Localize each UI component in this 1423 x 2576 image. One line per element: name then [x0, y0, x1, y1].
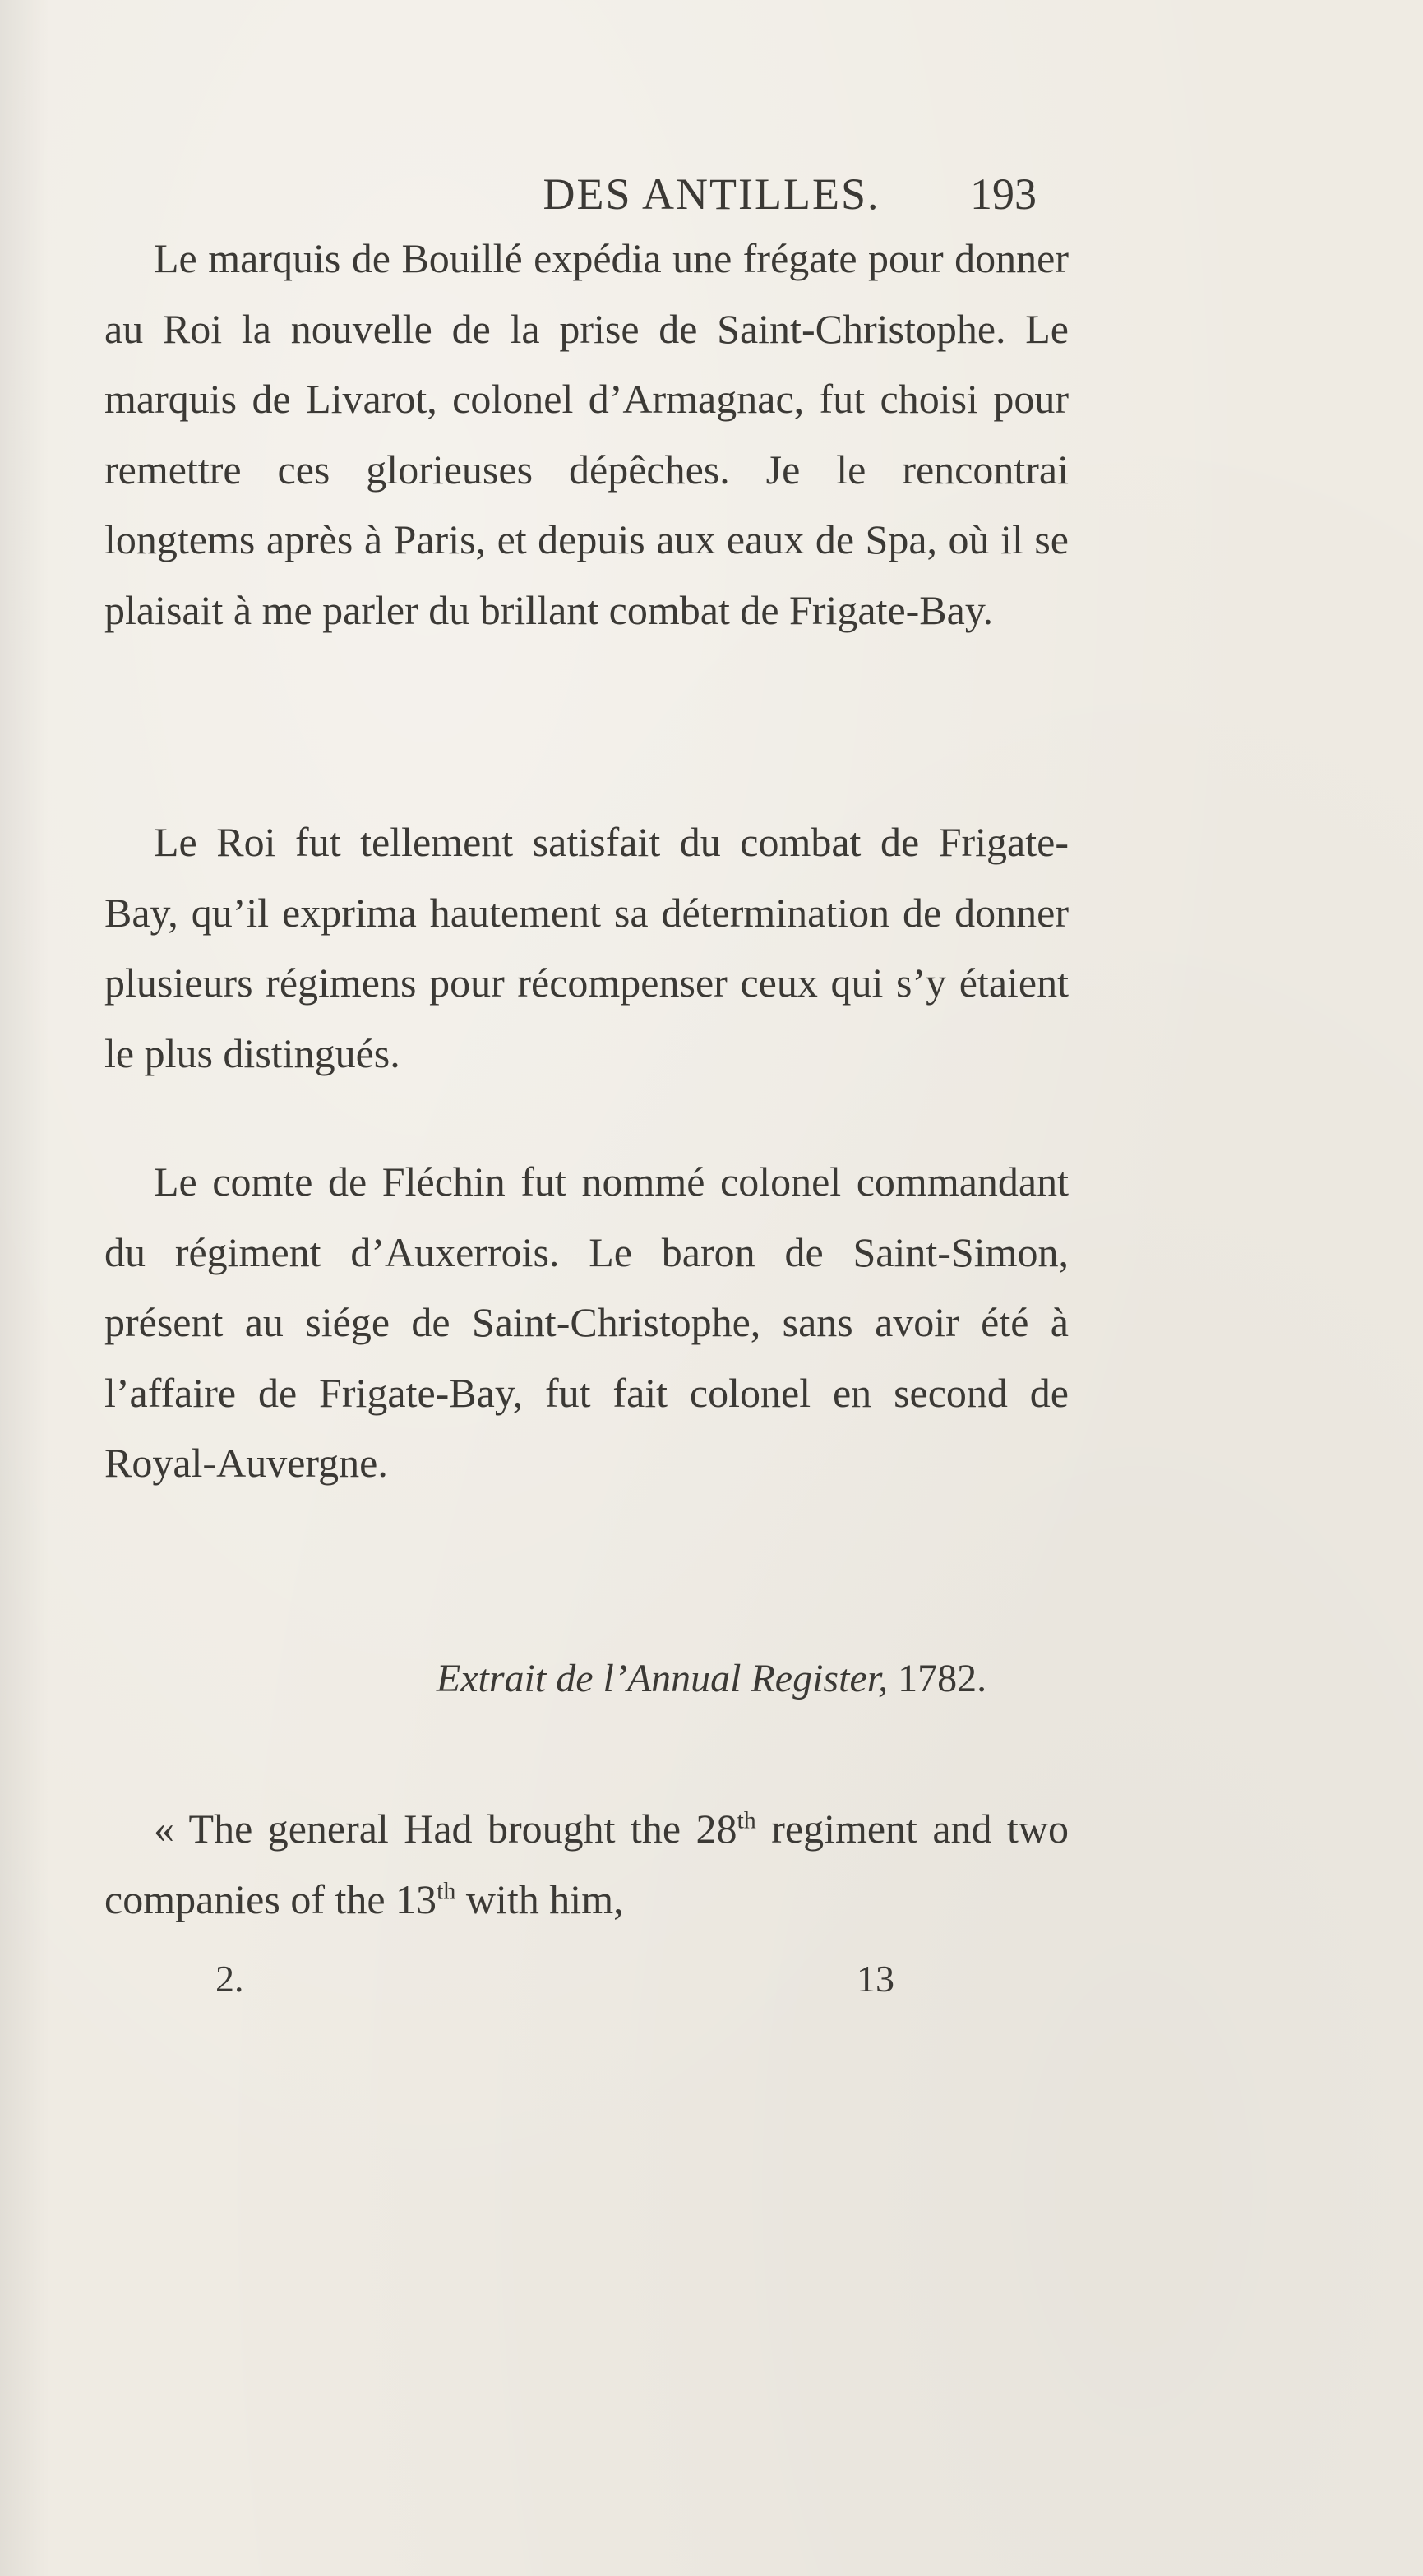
caption-source: Extrait de l’Annual Register,	[436, 1657, 889, 1700]
quote-paragraph	[104, 1794, 1069, 1935]
signature-mark: 2.	[215, 1958, 244, 2000]
paragraph-2-text: Le Roi fut tellement satisfait du combat de Frigate-Bay, qu’il exprima hautement sa détermination de donner plusieurs régimens pour récompenser ceux qui s’y étaient le plus distingués.	[104, 819, 1069, 1076]
paragraph-1	[104, 224, 1069, 645]
section-caption	[0, 1656, 1423, 1701]
quote-end: with him,	[455, 1875, 624, 1922]
quote-sup-2: th	[437, 1876, 456, 1904]
paragraph-1-text: Le marquis de Bouillé expédia une frégate pour donner au Roi la nouvelle de la prise de Saint-Christophe. Le marquis de Livarot, colonel d’Armagnac, fut choisi pour remettre ces glorieuses dépêches. Je le rencontrai longtems après à Paris, et depuis aux eaux de Spa, où il se plaisait à me parler du brillant combat de Frigate-Bay.	[104, 235, 1069, 633]
page-number: 193	[970, 169, 1037, 219]
paragraph-3	[104, 1147, 1069, 1499]
quote-open: « The general Had brought the 28	[154, 1806, 737, 1852]
caption-year: 1782.	[898, 1657, 987, 1700]
page-spine-shadow	[0, 0, 49, 2576]
running-header-title: DES ANTILLES.	[543, 169, 880, 219]
quote-sup-1: th	[737, 1806, 756, 1834]
paragraph-2	[104, 807, 1069, 1089]
quote-mid: regiment and two companies of the 13	[104, 1806, 1069, 1922]
paragraph-3-text: Le comte de Fléchin fut nommé colonel commandant du régiment d’Auxerrois. Le baron de Saint-Simon, présent au siége de Saint-Christophe, sans avoir été à l’affaire de Frigate-Bay, fut fait colonel en second de Royal-Auvergne.	[104, 1159, 1069, 1486]
folio-mark: 13	[857, 1958, 894, 2000]
quote-text	[104, 1794, 1069, 1935]
